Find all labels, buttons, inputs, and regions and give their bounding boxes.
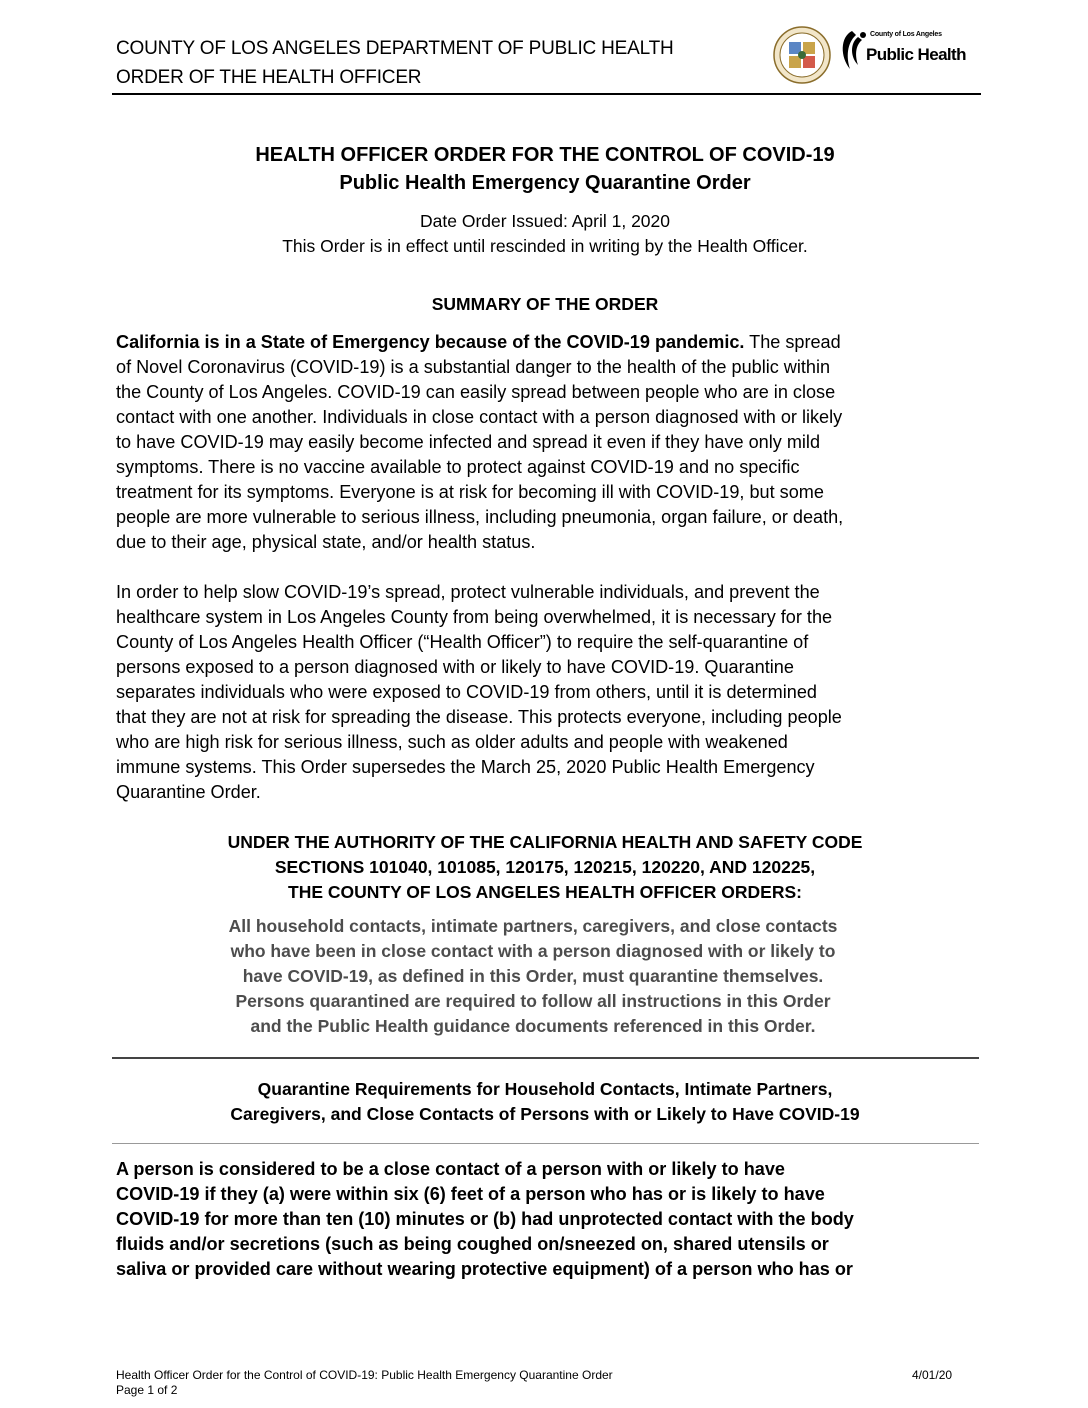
order-statement-line: Persons quarantined are required to follow all instructions in this Order — [235, 991, 831, 1011]
logo-public-health-text: Public Health — [866, 45, 966, 64]
header-order-type: ORDER OF THE HEALTH OFFICER — [116, 67, 422, 88]
paragraph-line: who are high risk for serious illness, such as older adults and people with weakened — [116, 732, 788, 752]
paragraph-line: people are more vulnerable to serious illness, including pneumonia, organ failure, or death, — [116, 507, 844, 527]
authority-line: UNDER THE AUTHORITY OF THE CALIFORNIA HEALTH AND SAFETY CODE — [227, 832, 863, 852]
lead-rest: The spread — [744, 332, 841, 352]
paragraph-line: healthcare system in Los Angeles County from being overwhelmed, it is necessary for the — [116, 607, 833, 627]
emergency-lead: California is in a State of Emergency because of the COVID-19 pandemic. — [116, 332, 745, 352]
footer-page-number: Page 1 of 2 — [116, 1383, 178, 1397]
paragraph-line: COVID-19 for more than ten (10) minutes or (b) had unprotected contact with the body — [116, 1209, 854, 1229]
page-subtitle: Public Health Emergency Quarantine Order — [339, 172, 751, 194]
paragraph-line: persons exposed to a person diagnosed with or likely to have COVID-19. Quarantine — [116, 657, 794, 677]
order-statement-line: have COVID-19, as defined in this Order, must quarantine themselves. — [242, 966, 824, 986]
summary-paragraph-1 — [116, 330, 986, 555]
paragraph-line: of Novel Coronavirus (COVID-19) is a substantial danger to the health of the public within — [116, 357, 831, 377]
paragraph-line — [116, 330, 986, 355]
paragraph-line: the County of Los Angeles. COVID-19 can easily spread between people who are in close — [116, 382, 836, 402]
authority-line: SECTIONS 101040, 101085, 120175, 120215, 120220, AND 120225, — [274, 857, 816, 877]
footer-document-title: Health Officer Order for the Control of COVID-19: Public Health Emergency Quarantine Order — [116, 1368, 613, 1382]
summary-heading: SUMMARY OF THE ORDER — [431, 294, 659, 314]
paragraph-line: contact with one another. Individuals in close contact with a person diagnosed with or likely — [116, 407, 843, 427]
paragraph-line: In order to help slow COVID-19’s spread, protect vulnerable individuals, and prevent the — [116, 582, 820, 602]
date-issued: Date Order Issued: April 1, 2020 — [420, 211, 670, 231]
paragraph-line: A person is considered to be a close contact of a person with or likely to have — [116, 1159, 785, 1179]
paragraph-line: to have COVID-19 may easily become infected and spread it even if they have only mild — [116, 432, 821, 452]
order-statement-line: who have been in close contact with a person diagnosed with or likely to — [230, 941, 836, 961]
paragraph-line: fluids and/or secretions (such as being coughed on/sneezed on, shared utensils or — [116, 1234, 829, 1254]
header-department: COUNTY OF LOS ANGELES DEPARTMENT OF PUBLIC HEALTH — [116, 38, 674, 59]
close-contact-definition — [116, 1157, 986, 1282]
logo-county-text: County of Los Angeles — [870, 31, 942, 38]
page-title: HEALTH OFFICER ORDER FOR THE CONTROL OF COVID-19 — [255, 144, 835, 166]
summary-paragraph-2 — [116, 580, 986, 805]
paragraph-line: saliva or provided care without wearing protective equipment) of a person who has or — [116, 1259, 853, 1279]
requirements-heading-line: Quarantine Requirements for Household Contacts, Intimate Partners, — [257, 1079, 833, 1099]
header-divider — [112, 93, 981, 95]
section-divider-thin — [112, 1143, 979, 1144]
authority-line: THE COUNTY OF LOS ANGELES HEALTH OFFICER ORDERS: — [288, 882, 802, 902]
requirements-heading-line: Caregivers, and Close Contacts of Persons with or Likely to Have COVID-19 — [230, 1104, 860, 1124]
paragraph-line: separates individuals who were exposed to COVID-19 from others, until it is determined — [116, 682, 817, 702]
effect-statement: This Order is in effect until rescinded in writing by the Health Officer. — [282, 236, 808, 256]
paragraph-line: due to their age, physical state, and/or health status. — [116, 532, 536, 552]
county-seal-icon — [773, 26, 831, 84]
paragraph-line: symptoms. There is no vaccine available to protect against COVID-19 and no specific — [116, 457, 800, 477]
footer-date: 4/01/20 — [912, 1368, 953, 1382]
paragraph-line: County of Los Angeles Health Officer (“Health Officer”) to require the self-quarantine of — [116, 632, 809, 652]
paragraph-line: immune systems. This Order supersedes the March 25, 2020 Public Health Emergency — [116, 757, 815, 777]
order-statement-line: and the Public Health guidance documents referenced in this Order. — [250, 1016, 816, 1036]
section-divider — [112, 1057, 979, 1059]
paragraph-line: that they are not at risk for spreading the disease. This protects everyone, including people — [116, 707, 842, 727]
paragraph-line: COVID-19 if they (a) were within six (6) feet of a person who has or is likely to have — [116, 1184, 825, 1204]
paragraph-line: treatment for its symptoms. Everyone is at risk for becoming ill with COVID-19, but some — [116, 482, 824, 502]
paragraph-line: Quarantine Order. — [116, 782, 261, 802]
order-statement-line: All household contacts, intimate partners, caregivers, and close contacts — [228, 916, 838, 936]
